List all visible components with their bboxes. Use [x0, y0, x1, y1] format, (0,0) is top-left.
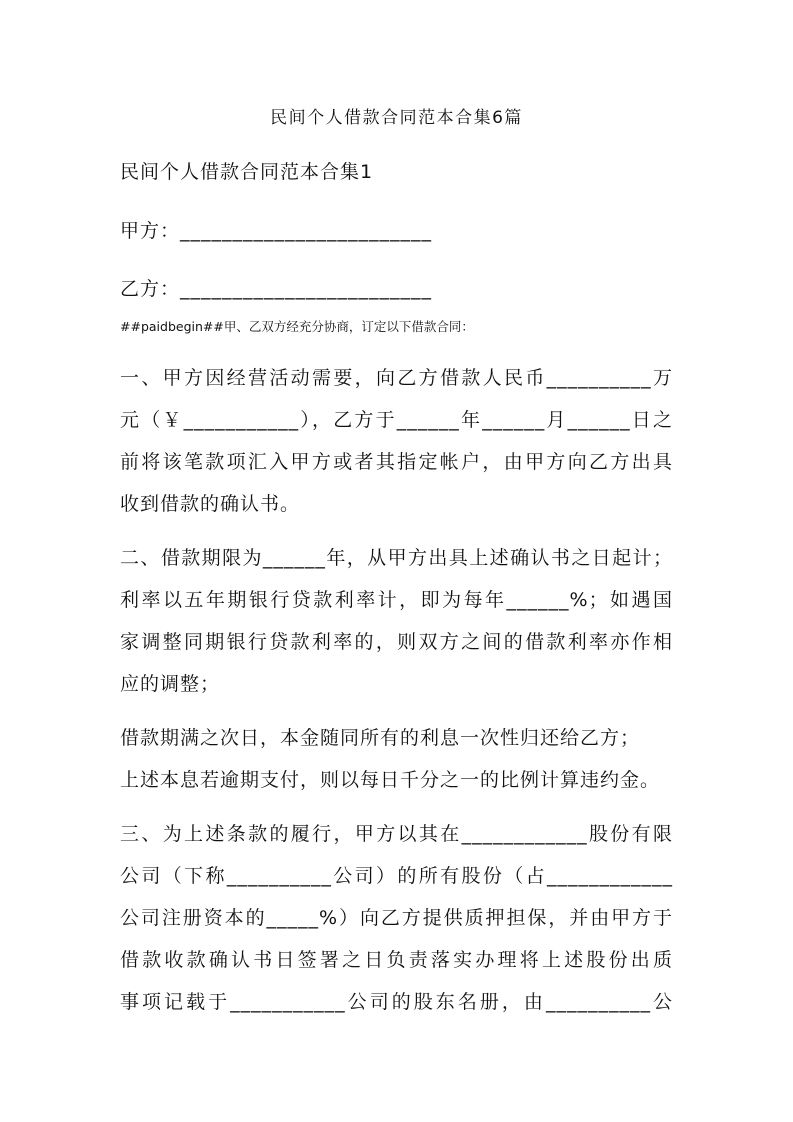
paragraph-line: 一、甲方因经营活动需要，向乙方借款人民币__________万	[120, 367, 673, 389]
maturity-paragraph	[120, 717, 673, 801]
paragraph-line: 收到借款的确认书。	[120, 493, 301, 515]
paragraph-line: 家调整同期银行贷款利率的，则双方之间的借款利率亦作相	[120, 631, 673, 653]
clause-2-paragraph	[120, 537, 673, 705]
contract-body	[120, 357, 673, 1035]
paragraph-line: 三、为上述条款的履行，甲方以其在____________股份有限	[120, 823, 673, 845]
document-title: 民间个人借款合同范本合集6篇	[270, 108, 523, 128]
party-a-line: 甲方：________________________	[120, 220, 433, 242]
paragraph-line: 前将该笔款项汇入甲方或者其指定帐户，由甲方向乙方出具	[120, 451, 673, 473]
party-b-line: 乙方：________________________	[120, 278, 433, 300]
section-title: 民间个人借款合同范本合集1	[120, 161, 374, 183]
paragraph-line: 元（￥___________），乙方于______年______月______日之	[120, 409, 673, 431]
paragraph-line: 公司注册资本的_____%）向乙方提供质押担保，并由甲方于	[120, 907, 673, 929]
paragraph-line: 借款期满之次日，本金随同所有的利息一次性归还给乙方；	[120, 727, 641, 749]
paragraph-line: 公司（下称__________公司）的所有股份（占____________	[120, 865, 673, 887]
preamble-note: ##paidbegin##甲、乙双方经充分协商，订定以下借款合同：	[120, 319, 474, 334]
paragraph-line: 上述本息若逾期支付，则以每日千分之一的比例计算违约金。	[120, 769, 661, 791]
paragraph-line: 事项记载于___________公司的股东名册，由__________公	[120, 991, 673, 1013]
clause-3-paragraph	[120, 813, 673, 1023]
paragraph-line: 二、借款期限为______年，从甲方出具上述确认书之日起计；	[120, 547, 673, 569]
clause-1-paragraph	[120, 357, 673, 525]
paragraph-line: 利率以五年期银行贷款利率计，即为每年______%；如遇国	[120, 589, 673, 611]
paragraph-line: 借款收款确认书日签署之日负责落实办理将上述股份出质	[120, 949, 673, 971]
paragraph-line: 应的调整；	[120, 673, 221, 695]
